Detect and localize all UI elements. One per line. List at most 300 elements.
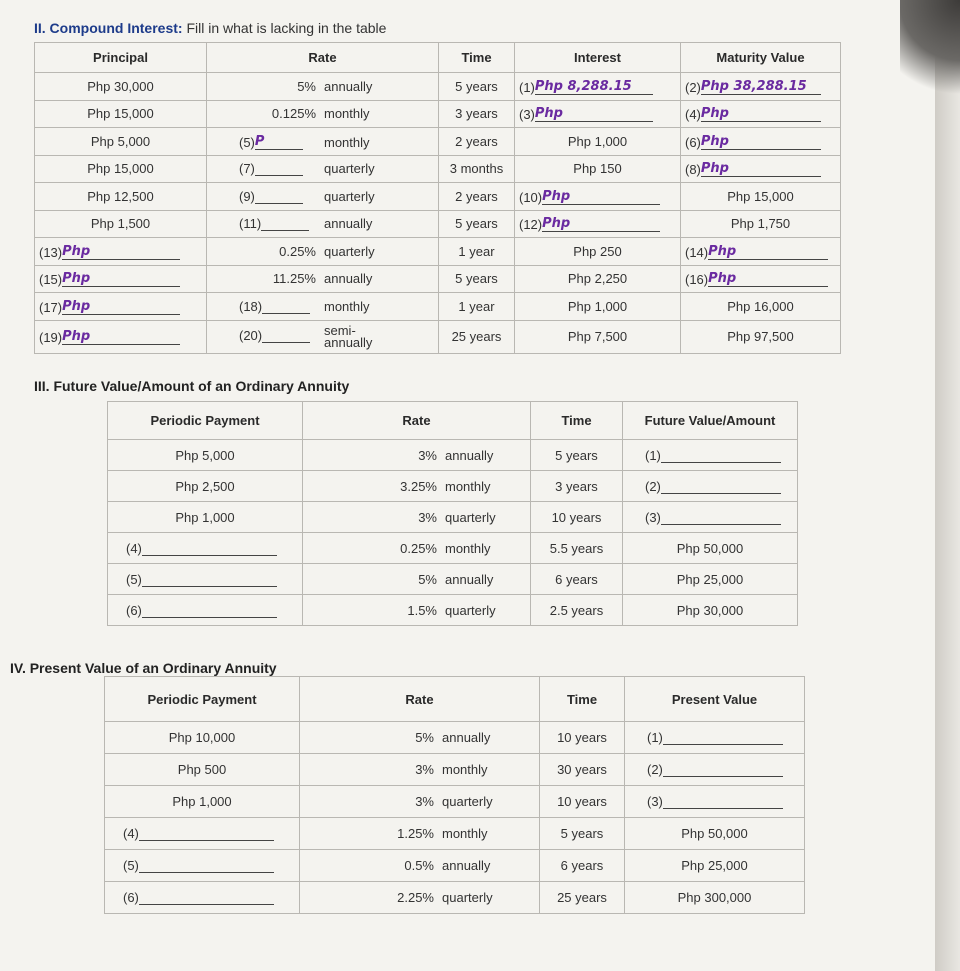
principal-value: Php 15,000 <box>87 106 154 122</box>
table-row <box>108 533 798 564</box>
interest-handwritten-answer: Php <box>542 216 571 232</box>
rate-cell <box>207 100 439 128</box>
table-header-row <box>105 677 805 722</box>
maturity-answer-blank[interactable] <box>708 270 828 287</box>
payment-number-label: (6) <box>126 602 142 618</box>
time-value: 3 years <box>555 478 598 494</box>
maturity-number-label: (4) <box>685 107 701 123</box>
principal-cell <box>35 183 207 211</box>
rate-frequency: quarterly <box>445 509 496 525</box>
time-value: 5 years <box>455 216 498 232</box>
rate-cell <box>303 564 531 595</box>
principal-answer-blank[interactable] <box>62 298 180 315</box>
time-value: 6 years <box>555 571 598 587</box>
rate-cell <box>300 882 540 914</box>
interest-value: Php 150 <box>573 161 622 177</box>
rate-answer <box>211 216 316 231</box>
present-value-answer-blank[interactable] <box>663 796 783 809</box>
rate-number-label: (5) <box>239 134 255 150</box>
payment-answer-blank[interactable] <box>139 892 274 905</box>
table-row <box>35 265 841 293</box>
future-value-answer-blank[interactable] <box>661 450 781 463</box>
payment-value: Php 1,000 <box>172 794 232 809</box>
rate-number-label: (7) <box>239 161 255 177</box>
payment-value: Php 5,000 <box>175 447 235 463</box>
present-value-cell <box>625 850 805 882</box>
time-value: 2.5 years <box>549 602 604 618</box>
principal-value: Php 5,000 <box>90 133 151 149</box>
present-value-cell <box>625 818 805 850</box>
header-future-value: Future Value/Amount <box>623 402 798 440</box>
maturity-answer-blank[interactable] <box>701 78 821 95</box>
time-cell <box>531 533 623 564</box>
rate-value: 0.25% <box>400 540 437 556</box>
interest-cell <box>515 210 681 238</box>
time-cell <box>540 818 625 850</box>
rate-handwritten-answer: P <box>254 133 265 149</box>
header-periodic-payment: Periodic Payment <box>105 677 300 722</box>
rate-cell <box>207 128 439 156</box>
payment-cell <box>105 882 300 914</box>
rate-answer <box>211 133 316 150</box>
payment-cell <box>108 533 303 564</box>
table-row <box>105 722 805 754</box>
interest-answer-blank[interactable] <box>542 188 660 205</box>
interest-handwritten-answer: Php <box>534 106 563 122</box>
future-value-value: Php 25,000 <box>676 571 744 587</box>
maturity-handwritten-answer: Php <box>708 243 737 259</box>
time-cell <box>439 100 515 128</box>
maturity-number-label: (16) <box>685 272 709 288</box>
rate-value: 0.25% <box>279 243 316 259</box>
interest-number-label: (1) <box>519 79 535 95</box>
rate-number-label: (18) <box>239 298 263 314</box>
rate-frequency: annually <box>445 447 494 463</box>
interest-answer-blank[interactable] <box>535 78 653 95</box>
principal-handwritten-answer: Php <box>62 298 91 314</box>
interest-cell <box>515 320 681 353</box>
future-value-value: Php 50,000 <box>676 540 744 556</box>
principal-cell <box>35 320 207 353</box>
principal-cell <box>35 210 207 238</box>
time-cell <box>531 440 623 471</box>
payment-answer-blank[interactable] <box>142 605 277 618</box>
table-row <box>108 440 798 471</box>
rate-value: 5% <box>415 730 434 745</box>
header-rate: Rate <box>207 43 439 73</box>
rate-value: 0.5% <box>404 858 434 873</box>
section-4-title: IV. Present Value of an Ordinary Annuity <box>10 660 277 676</box>
payment-cell <box>108 471 303 502</box>
principal-answer-blank[interactable] <box>62 243 180 260</box>
time-cell <box>531 502 623 533</box>
interest-cell <box>515 265 681 293</box>
time-cell <box>540 786 625 818</box>
table-row <box>35 210 841 238</box>
time-cell <box>531 564 623 595</box>
rate-number-label: (20) <box>239 327 263 343</box>
rate-answer-blank[interactable] <box>261 218 309 231</box>
maturity-value: Php 16,000 <box>727 298 794 314</box>
table-row <box>105 882 805 914</box>
interest-handwritten-answer: Php 8,288.15 <box>534 78 632 94</box>
payment-answer-blank[interactable] <box>142 543 277 556</box>
rate-answer-blank[interactable] <box>255 191 303 204</box>
principal-cell <box>35 73 207 101</box>
maturity-number-label: (14) <box>685 244 709 260</box>
header-time: Time <box>540 677 625 722</box>
payment-number-label: (6) <box>123 890 139 905</box>
principal-handwritten-answer: Php <box>62 243 91 259</box>
rate-value: 5% <box>297 78 316 94</box>
principal-value: Php 1,500 <box>90 216 151 232</box>
rate-frequency: monthly <box>442 762 488 777</box>
maturity-answer-blank[interactable] <box>701 160 821 177</box>
payment-cell <box>105 818 300 850</box>
maturity-cell <box>681 128 841 156</box>
time-cell <box>439 320 515 353</box>
rate-frequency: annually <box>442 730 491 745</box>
principal-cell <box>35 238 207 266</box>
maturity-handwritten-answer: Php <box>700 161 729 177</box>
table-row <box>35 128 841 156</box>
principal-value: Php 30,000 <box>87 78 154 94</box>
present-value-cell <box>625 786 805 818</box>
rate-frequency: monthly <box>324 106 370 122</box>
time-cell <box>439 73 515 101</box>
maturity-number-label: (2) <box>685 79 701 95</box>
header-time: Time <box>531 402 623 440</box>
rate-frequency: annually <box>324 78 373 94</box>
rate-frequency: monthly <box>324 134 370 150</box>
table-row <box>108 502 798 533</box>
rate-cell <box>303 533 531 564</box>
maturity-cell <box>681 265 841 293</box>
rate-cell <box>207 183 439 211</box>
time-value: 30 years <box>557 762 607 777</box>
principal-number-label: (19) <box>39 330 63 345</box>
section-2-title-lead: II. Compound Interest: <box>34 20 183 36</box>
payment-value: Php 10,000 <box>168 730 236 745</box>
rate-cell <box>303 440 531 471</box>
rate-frequency: semi- annually <box>324 322 373 350</box>
future-value-cell <box>623 533 798 564</box>
principal-cell <box>35 128 207 156</box>
time-value: 1 year <box>458 243 495 259</box>
rate-frequency: monthly <box>445 478 491 494</box>
rate-frequency: quarterly <box>324 161 375 177</box>
present-value-cell <box>625 754 805 786</box>
principal-handwritten-answer: Php <box>62 329 91 344</box>
rate-cell <box>207 320 439 353</box>
payment-answer-blank[interactable] <box>139 828 274 841</box>
rate-frequency: annually <box>324 271 373 287</box>
principal-number-label: (17) <box>39 299 63 315</box>
rate-value: 3% <box>418 509 437 525</box>
rate-answer-blank[interactable] <box>262 301 310 314</box>
rate-frequency: quarterly <box>324 188 375 204</box>
interest-value: Php 1,000 <box>567 298 628 314</box>
time-value: 5 years <box>455 271 498 287</box>
payment-cell <box>105 754 300 786</box>
principal-handwritten-answer: Php <box>62 271 91 287</box>
rate-frequency: quarterly <box>445 602 496 618</box>
present-value-answer-blank[interactable] <box>663 732 783 745</box>
rate-cell <box>207 155 439 183</box>
maturity-answer-blank[interactable] <box>701 133 821 150</box>
table-row <box>35 238 841 266</box>
rate-cell <box>207 238 439 266</box>
rate-value: 3% <box>415 762 434 777</box>
future-value-cell <box>623 502 798 533</box>
maturity-cell <box>681 210 841 238</box>
maturity-answer-blank[interactable] <box>701 105 821 122</box>
payment-cell <box>105 850 300 882</box>
header-interest: Interest <box>515 43 681 73</box>
table-row <box>35 155 841 183</box>
interest-cell <box>515 183 681 211</box>
interest-cell <box>515 238 681 266</box>
table-row <box>35 320 841 353</box>
interest-number-label: (10) <box>519 189 543 205</box>
future-value-number-label: (1) <box>645 447 661 463</box>
rate-cell <box>207 265 439 293</box>
rate-answer-blank[interactable] <box>262 330 310 343</box>
future-value-cell <box>623 471 798 502</box>
future-value-cell <box>623 595 798 626</box>
payment-number-label: (5) <box>126 571 142 587</box>
time-value: 25 years <box>557 890 607 905</box>
header-time: Time <box>439 43 515 73</box>
rate-answer-blank[interactable] <box>255 163 303 176</box>
interest-handwritten-answer: Php <box>542 188 571 204</box>
time-value: 5.5 years <box>549 540 604 556</box>
rate-answer <box>211 299 316 314</box>
principal-value: Php 12,500 <box>87 188 154 204</box>
time-value: 2 years <box>455 133 498 149</box>
principal-number-label: (15) <box>39 272 63 288</box>
table-row <box>108 471 798 502</box>
rate-frequency: monthly <box>324 298 370 314</box>
future-value-cell <box>623 440 798 471</box>
maturity-value: Php 97,500 <box>727 329 794 344</box>
section-2-title-rest: Fill in what is lacking in the table <box>182 20 387 36</box>
maturity-number-label: (6) <box>685 134 701 150</box>
future-value-cell <box>623 564 798 595</box>
time-value: 2 years <box>455 188 498 204</box>
present-value-value: Php 300,000 <box>677 890 752 905</box>
rate-value: 3.25% <box>400 478 437 494</box>
rate-cell <box>300 850 540 882</box>
interest-value: Php 2,250 <box>567 271 628 287</box>
maturity-answer-blank[interactable] <box>708 243 828 260</box>
time-cell <box>540 850 625 882</box>
interest-value: Php 1,000 <box>567 133 628 149</box>
time-value: 10 years <box>557 794 607 809</box>
rate-value: 5% <box>418 571 437 587</box>
interest-answer-blank[interactable] <box>542 215 660 232</box>
payment-number-label: (4) <box>126 540 142 556</box>
principal-value: Php 15,000 <box>87 161 154 177</box>
future-value-number-label: (2) <box>645 478 661 494</box>
rate-cell <box>300 722 540 754</box>
maturity-value: Php 15,000 <box>727 188 794 204</box>
maturity-handwritten-answer: Php <box>708 271 737 287</box>
rate-frequency: quarterly <box>442 794 493 809</box>
interest-number-label: (12) <box>519 217 543 233</box>
maturity-cell <box>681 293 841 321</box>
time-value: 1 year <box>458 298 495 314</box>
maturity-handwritten-answer: Php <box>700 106 729 122</box>
payment-cell <box>108 564 303 595</box>
time-value: 25 years <box>451 329 502 344</box>
rate-cell <box>303 471 531 502</box>
maturity-value: Php 1,750 <box>730 216 791 232</box>
time-cell <box>439 210 515 238</box>
table-header-row <box>35 43 841 73</box>
header-rate: Rate <box>303 402 531 440</box>
time-cell <box>439 238 515 266</box>
rate-frequency: annually <box>445 571 494 587</box>
rate-value: 11.25% <box>272 271 316 287</box>
payment-cell <box>108 502 303 533</box>
corner-shadow <box>900 0 960 120</box>
time-value: 3 months <box>449 161 504 177</box>
table-row <box>105 786 805 818</box>
header-principal: Principal <box>35 43 207 73</box>
payment-cell <box>108 595 303 626</box>
rate-frequency: annually <box>324 216 373 232</box>
present-value-number-label: (1) <box>647 730 663 745</box>
time-value: 6 years <box>560 858 604 873</box>
principal-cell <box>35 155 207 183</box>
payment-cell <box>105 722 300 754</box>
table-row <box>35 73 841 101</box>
interest-answer-blank[interactable] <box>535 105 653 122</box>
future-value-answer-blank[interactable] <box>661 481 781 494</box>
present-value-value: Php 50,000 <box>681 826 748 841</box>
future-value-table <box>107 401 798 626</box>
present-value-cell <box>625 882 805 914</box>
payment-value: Php 2,500 <box>175 478 235 494</box>
principal-cell <box>35 100 207 128</box>
rate-answer <box>211 328 316 343</box>
maturity-cell <box>681 100 841 128</box>
time-cell <box>540 722 625 754</box>
table-row <box>108 595 798 626</box>
rate-cell <box>300 786 540 818</box>
time-value: 5 years <box>560 826 604 841</box>
section-3-title: III. Future Value/Amount of an Ordinary Annuity <box>34 378 350 394</box>
section-2-title <box>34 20 386 36</box>
time-cell <box>540 754 625 786</box>
maturity-number-label: (8) <box>685 162 701 178</box>
table-row <box>35 183 841 211</box>
present-value-cell <box>625 722 805 754</box>
rate-frequency: monthly <box>445 540 491 556</box>
future-value-number-label: (3) <box>645 509 661 525</box>
future-value-answer-blank[interactable] <box>661 512 781 525</box>
header-present-value: Present Value <box>625 677 805 722</box>
time-value: 10 years <box>551 509 602 525</box>
time-value: 5 years <box>555 447 598 463</box>
time-value: 10 years <box>557 730 607 745</box>
rate-frequency: quarterly <box>324 243 375 259</box>
rate-answer <box>211 161 316 176</box>
principal-answer-blank[interactable] <box>62 270 180 287</box>
interest-cell <box>515 73 681 101</box>
payment-answer-blank[interactable] <box>139 860 274 873</box>
rate-cell <box>303 595 531 626</box>
payment-cell <box>108 440 303 471</box>
maturity-cell <box>681 155 841 183</box>
interest-cell <box>515 155 681 183</box>
rate-cell <box>207 210 439 238</box>
payment-value: Php 1,000 <box>175 509 235 525</box>
rate-cell <box>300 818 540 850</box>
interest-cell <box>515 100 681 128</box>
rate-frequency: monthly <box>442 826 488 841</box>
present-value-number-label: (3) <box>647 794 663 809</box>
interest-value: Php 7,500 <box>567 329 628 344</box>
rate-number-label: (9) <box>239 188 255 204</box>
principal-number-label: (13) <box>39 244 63 260</box>
principal-cell <box>35 265 207 293</box>
table-row <box>105 818 805 850</box>
rate-answer <box>211 189 316 204</box>
rate-value: 0.125% <box>271 106 316 122</box>
background-strip <box>935 0 960 971</box>
time-cell <box>531 595 623 626</box>
rate-cell <box>300 754 540 786</box>
payment-answer-blank[interactable] <box>142 574 277 587</box>
rate-cell <box>303 502 531 533</box>
time-cell <box>439 155 515 183</box>
present-value-value: Php 25,000 <box>681 858 748 873</box>
principal-cell <box>35 293 207 321</box>
rate-value: 1.5% <box>407 602 437 618</box>
payment-number-label: (4) <box>123 826 139 841</box>
rate-number-label: (11) <box>239 216 262 232</box>
present-value-table <box>104 676 805 914</box>
interest-number-label: (3) <box>519 107 535 123</box>
interest-value: Php 250 <box>573 243 622 259</box>
header-maturity-value: Maturity Value <box>681 43 841 73</box>
rate-value: 3% <box>415 794 434 809</box>
interest-cell <box>515 293 681 321</box>
rate-frequency: annually <box>442 858 491 873</box>
header-periodic-payment: Periodic Payment <box>108 402 303 440</box>
present-value-answer-blank[interactable] <box>663 764 783 777</box>
table-row <box>105 850 805 882</box>
principal-answer-blank[interactable] <box>62 328 180 345</box>
payment-cell <box>105 786 300 818</box>
table-header-row <box>108 402 798 440</box>
compound-interest-table <box>34 42 841 354</box>
time-cell <box>439 128 515 156</box>
maturity-cell <box>681 73 841 101</box>
rate-cell <box>207 293 439 321</box>
header-rate: Rate <box>300 677 540 722</box>
rate-answer-blank[interactable] <box>255 133 303 150</box>
payment-number-label: (5) <box>123 858 139 873</box>
rate-value: 1.25% <box>397 826 434 841</box>
time-cell <box>439 265 515 293</box>
table-row <box>35 293 841 321</box>
future-value-value: Php 30,000 <box>676 602 744 618</box>
time-cell <box>540 882 625 914</box>
maturity-handwritten-answer: Php 38,288.15 <box>700 78 807 94</box>
